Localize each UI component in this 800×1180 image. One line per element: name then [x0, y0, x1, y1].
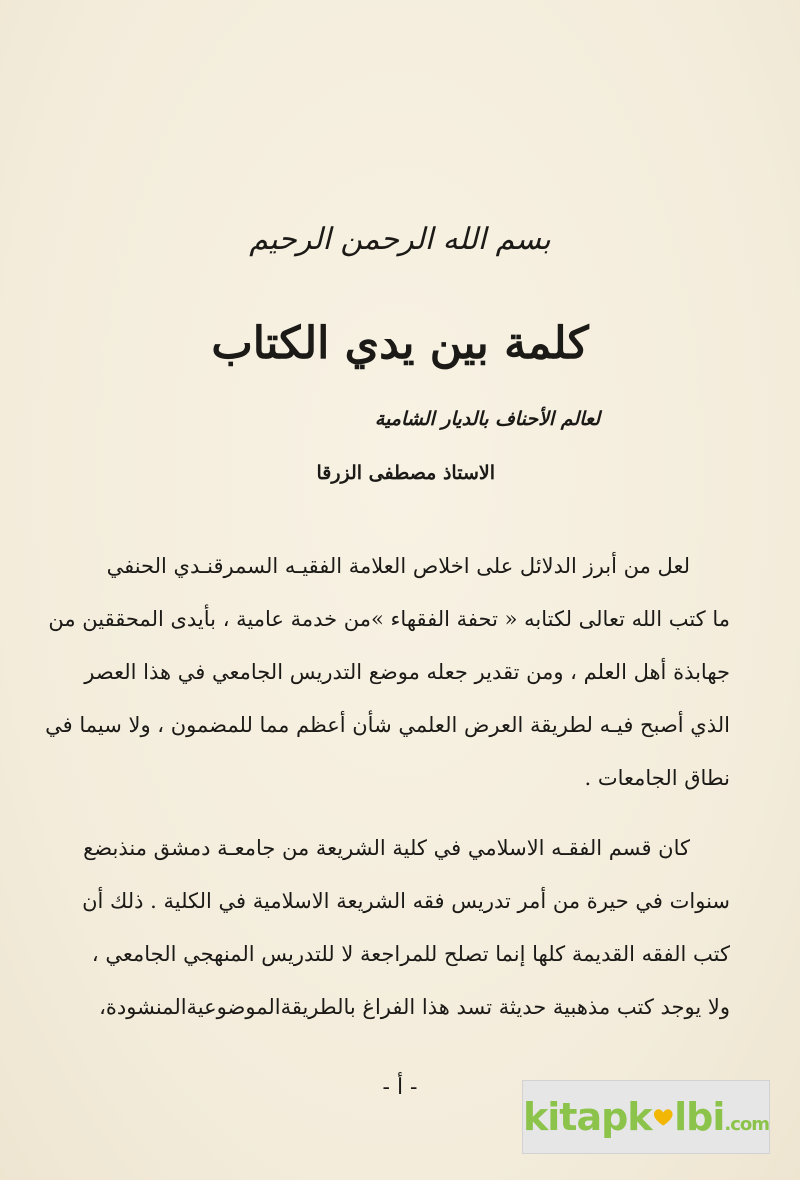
author-subtitle: لعالم الأحناف بالديار الشامية — [374, 408, 600, 430]
paragraph-line: كان قسم الفقـه الاسلامي في كلية الشريعة من جامعـة دمشق منذبضع — [83, 836, 690, 860]
watermark-text-part1: kitapk — [523, 1095, 652, 1139]
paragraph-line: كتب الفقه القديمة كلها إنما تصلح للمراجعة لا للتدريس المنهجي الجامعي ، — [91, 942, 730, 966]
page-title: كلمة بين يدي الكتاب — [211, 318, 589, 369]
basmala: بسم الله الرحمن الرحيم — [249, 222, 551, 257]
paragraph-2 — [70, 822, 730, 1034]
author-name: الاستاذ مصطفى الزرقا — [316, 462, 495, 484]
paragraph-line: ولا يوجد كتب مذهبية حديثة تسد هذا الفراغ بالطريقةالموضوعيةالمنشودة، — [99, 995, 730, 1019]
paragraph-line: نطاق الجامعات . — [584, 766, 730, 790]
watermark-logo — [522, 1080, 770, 1154]
watermark-domain: .com — [724, 1114, 769, 1135]
paragraph-line: الذي أصبح فيـه لطريقة العرض العلمي شأن أعظم مما للمضمون ، ولا سيما في — [45, 713, 730, 737]
paragraph-line: لعل من أبرز الدلائل على اخلاص العلامة الفقيـه السمرقنـدي الحنفي — [106, 554, 690, 578]
watermark-text-part2: lbi — [674, 1095, 725, 1139]
paragraph-line: ما كتب الله تعالى لكتابه « تحفة الفقهاء »من خدمة عامية ، بأيدى المحققين من — [48, 607, 730, 631]
paragraph-1 — [45, 540, 730, 805]
page-number: - أ - — [382, 1075, 418, 1100]
paragraph-line: جهابذة أهل العلم ، ومن تقدير جعله موضع التدريس الجامعي في هذا العصر — [84, 660, 730, 684]
heart-icon — [652, 1102, 675, 1132]
paragraph-line: سنوات في حيرة من أمر تدريس فقه الشريعة الاسلامية في الكلية . ذلك أن — [82, 889, 730, 913]
